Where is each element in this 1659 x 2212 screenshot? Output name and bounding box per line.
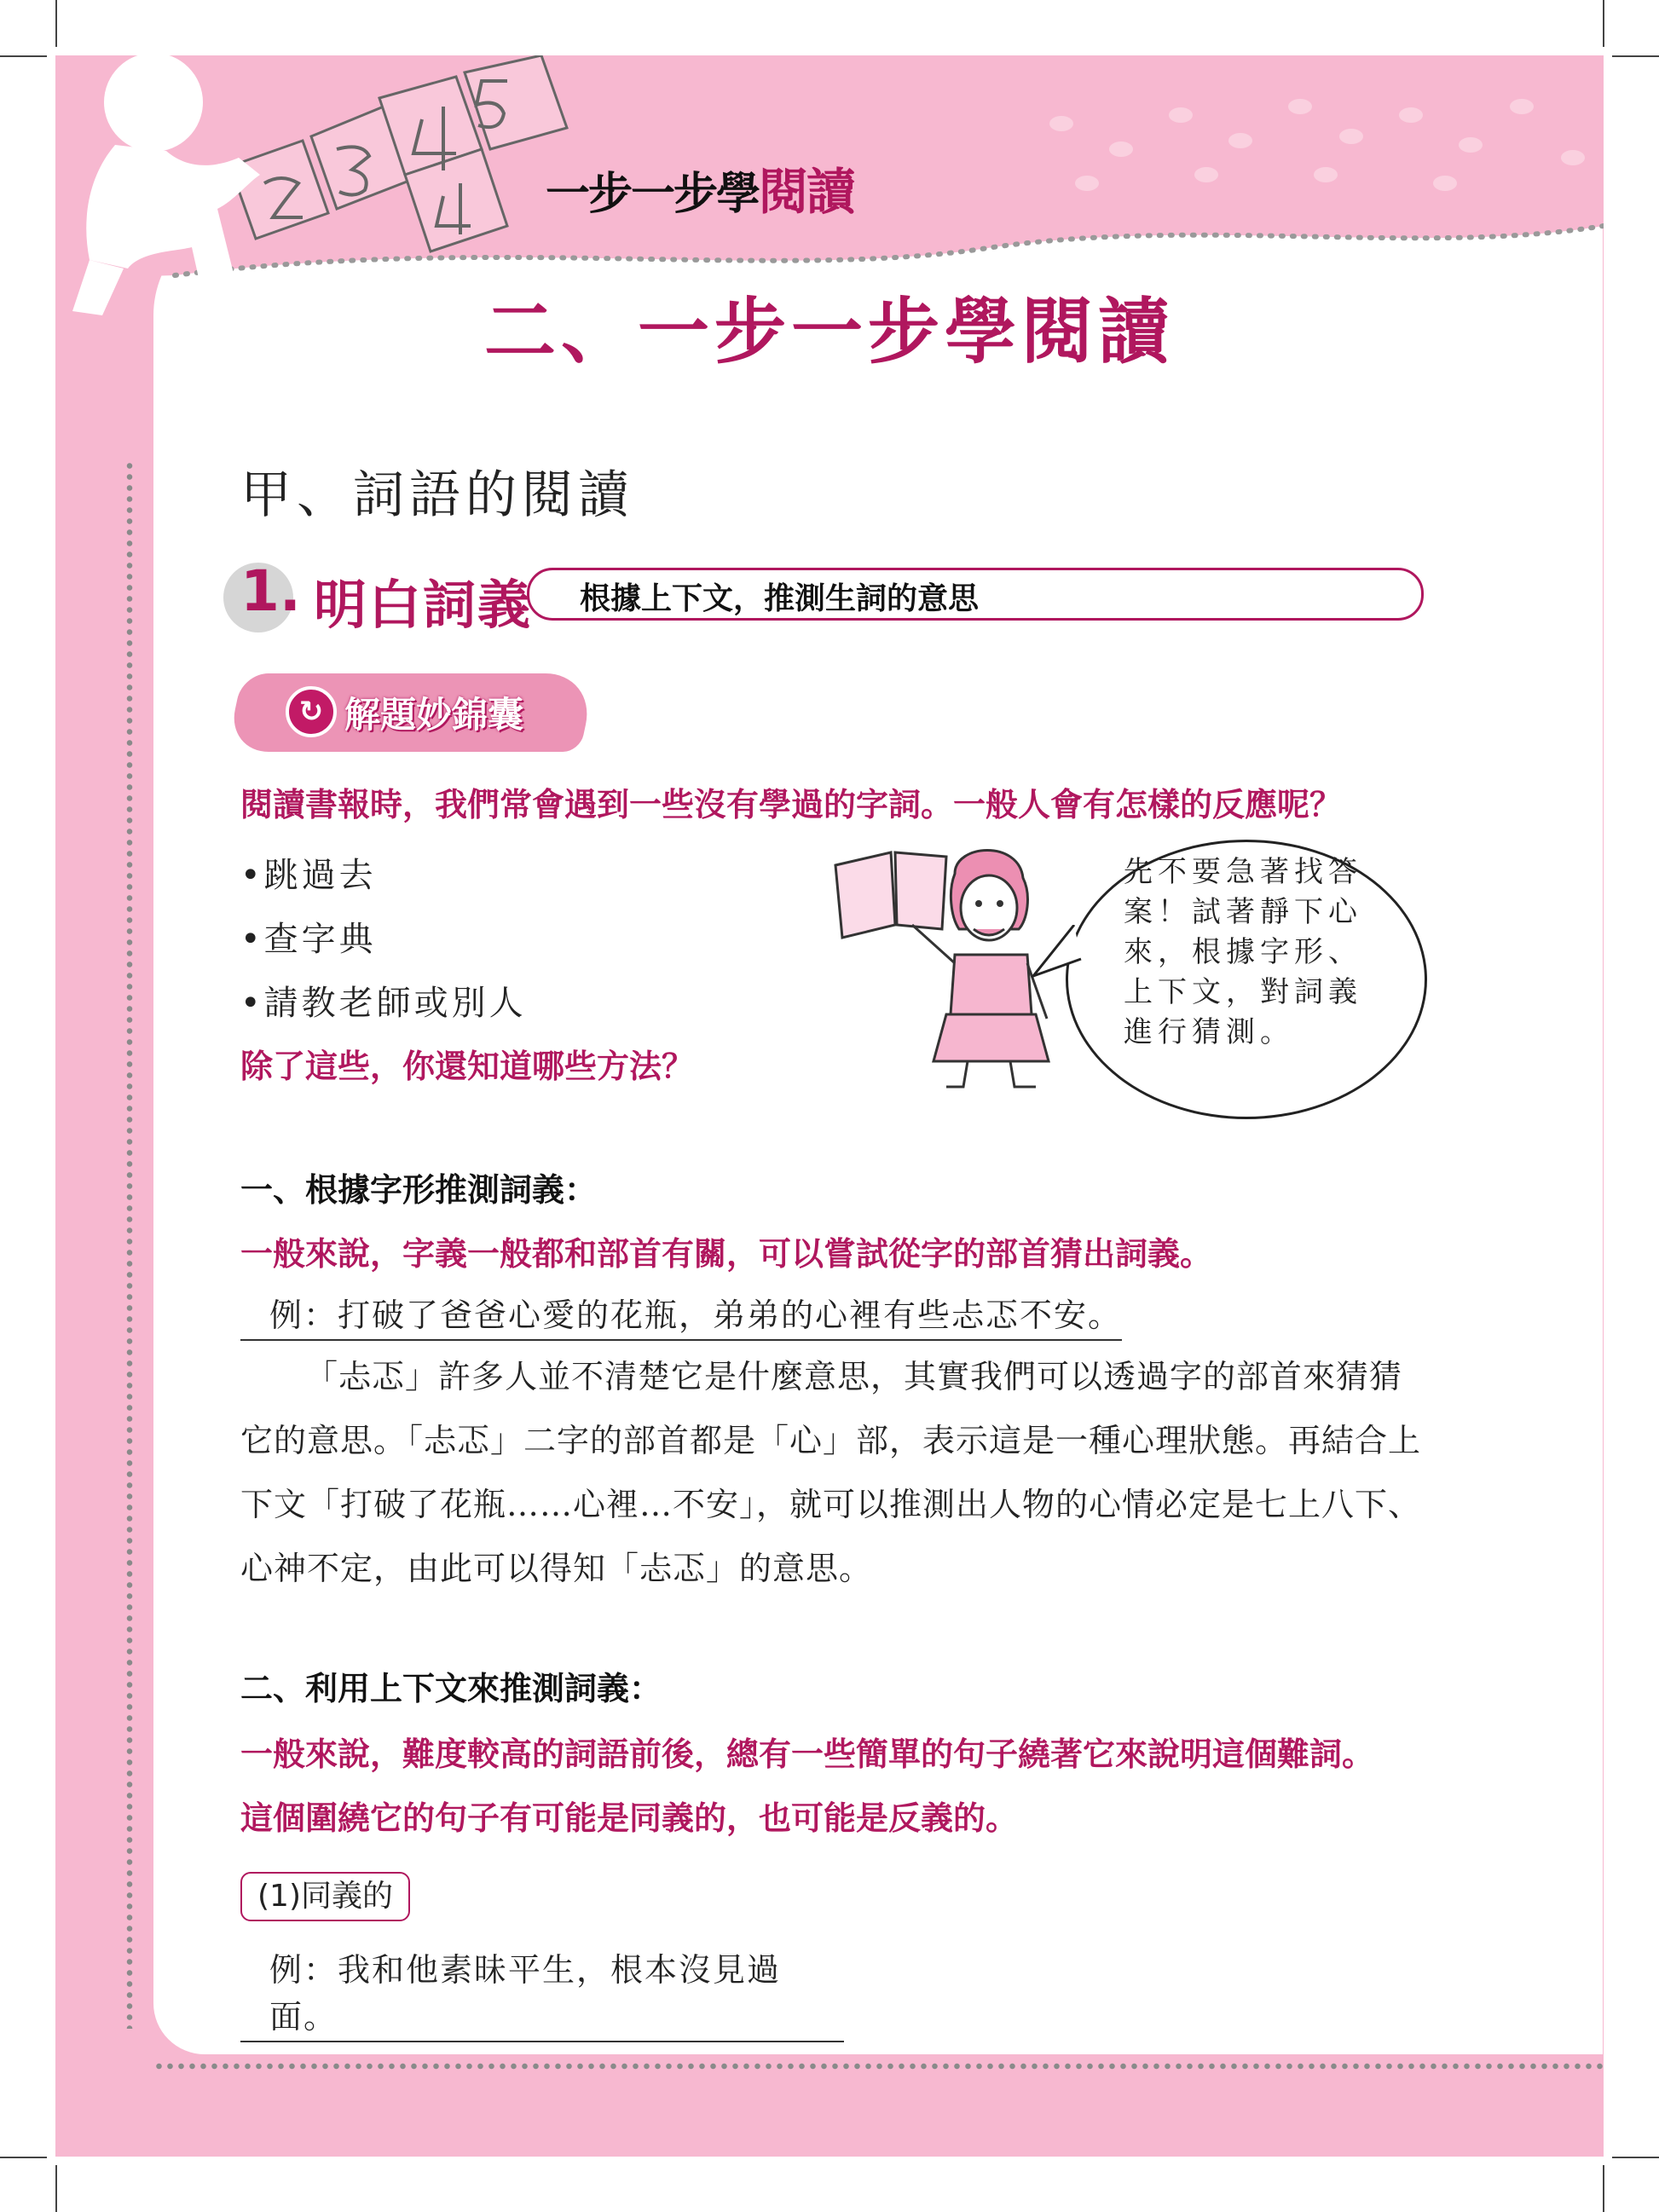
follow-up-question: 除了這些，你還知道哪些方法？ [240, 1048, 695, 1085]
crop-mark [1603, 0, 1604, 47]
reaction-item: •跳過去 [240, 856, 377, 895]
method2-rule-line1: 一般來說，難度較高的詞語前後，總有一些簡單的句子繞著它來說明這個難詞。 [240, 1736, 1375, 1773]
crop-mark [1603, 2165, 1604, 2212]
crop-mark [55, 0, 57, 47]
method1-rule: 一般來說，字義一般都和部首有關，可以嘗試從字的部首猜出詞義。 [240, 1235, 1213, 1273]
crop-mark [1612, 55, 1659, 57]
subsection-caption: 根據上下文，推測生詞的意思 [580, 581, 980, 616]
synonym-example: 例：我和他素昧平生，根本沒見過面。 [240, 1943, 844, 2042]
speech-bubble-text: 先不要急著找答案！試著靜下心來，根據字形、上下文，對詞義進行猜測。 [1124, 855, 1362, 1049]
method1-example: 例：打破了爸爸心愛的花瓶，弟弟的心裡有些忐忑不安。 [240, 1289, 1122, 1341]
method1-heading: 一、根據字形推測詞義： [240, 1171, 598, 1209]
crop-mark [0, 2157, 47, 2158]
method2-heading: 二、利用上下文來推測詞義： [240, 1670, 662, 1707]
running-header-prefix: 一步一步學 [546, 169, 760, 220]
tip-pouch-icon: ↻ [286, 686, 337, 737]
dotted-border-left [126, 460, 133, 2029]
synonym-tag: (1)同義的 [240, 1872, 410, 1921]
section-number: 1. [240, 558, 301, 624]
method1-explanation: 「忐忑」許多人並不清楚它是什麼意思，其實我們可以透過字的部首來猜猜它的意思。「忐忑」二字的部首都是「心」部，表示這是一種心理狀態。再結合上下文「打破了花瓶……心裡…不安」，就可以推測出人物的心情必定是七上八下、心神不定，由此可以得知「忐忑」的意思。 [240, 1358, 1422, 1587]
page-title: 二、一步一步學閱讀 [483, 289, 1175, 373]
tip-banner-label: 解題妙錦囊 [344, 694, 524, 736]
section-title: 甲、詞語的閱讀 [240, 465, 634, 525]
running-header [546, 152, 854, 223]
intro-question: 閱讀書報時，我們常會遇到一些沒有學過的字詞。一般人會有怎樣的反應呢？ [240, 786, 1343, 823]
girl-reading-illustration [827, 844, 1066, 1100]
speech-bubble-tail [1032, 925, 1083, 985]
running-header-emphasis: 閱讀 [759, 163, 855, 221]
reaction-item: •查字典 [240, 920, 377, 959]
reaction-item: •請教老師或別人 [240, 984, 527, 1023]
crop-mark [0, 55, 47, 57]
crop-mark [1612, 2157, 1659, 2158]
subsection-title: 明白詞義 [314, 574, 533, 636]
method2-rule-line2: 這個圍繞它的句子有可能是同義的，也可能是反義的。 [240, 1799, 1019, 1837]
crop-mark [55, 2165, 57, 2212]
dotted-border-bottom [153, 2063, 1603, 2070]
